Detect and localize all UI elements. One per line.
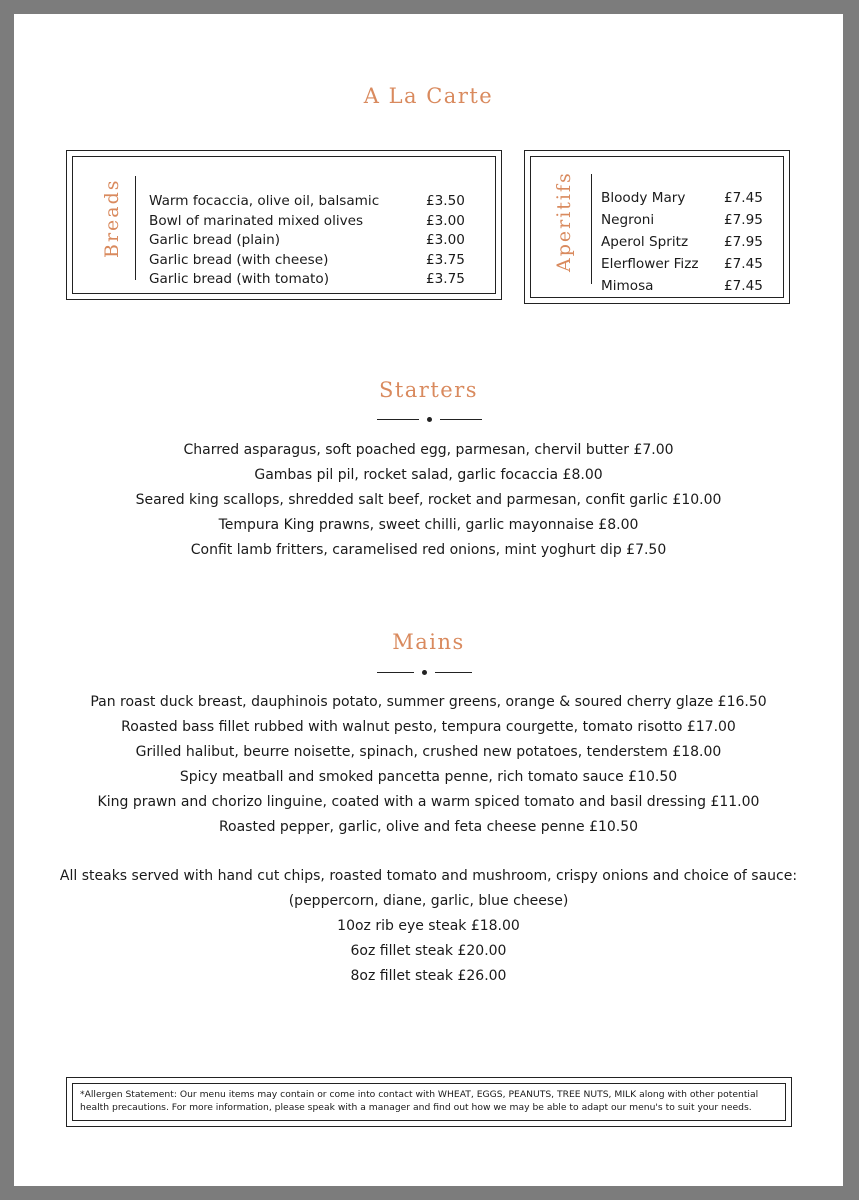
bread-item-name: Bowl of marinated mixed olives [149, 212, 364, 229]
bread-item-name: Garlic bread (with tomato) [149, 271, 329, 287]
starters-heading: Starters [378, 378, 479, 402]
aperitif-item-price: £7.95 [724, 234, 763, 250]
aperitif-item-name: Bloody Mary [601, 190, 686, 206]
starter-item: Tempura King prawns, sweet chilli, garlic mayonnaise £8.00 [218, 517, 639, 533]
divider-line-left [377, 419, 419, 420]
mains-list [14, 690, 843, 840]
aperitifs-box [524, 150, 790, 304]
mains-divider [377, 668, 472, 678]
aperitifs-label: Aperitifs [553, 171, 575, 272]
bread-item-price: £3.75 [426, 251, 465, 268]
starter-item: Confit lamb fritters, caramelised red onions, mint yoghurt dip £7.50 [190, 542, 667, 558]
breads-label: Breads [101, 178, 123, 258]
starter-item: Charred asparagus, soft poached egg, parmesan, chervil butter £7.00 [183, 442, 674, 458]
breads-divider-line [135, 176, 136, 280]
main-item: Spicy meatball and smoked pancetta penne, rich tomato sauce £10.50 [179, 769, 678, 785]
starter-item: Gambas pil pil, rocket salad, garlic focaccia £8.00 [254, 467, 603, 483]
breads-box [66, 150, 502, 300]
mains-heading: Mains [392, 630, 465, 654]
divider-line-right [435, 672, 472, 673]
aperitif-item-name: Elerflower Fizz [601, 256, 699, 272]
aperitif-item-price: £7.45 [724, 190, 763, 206]
main-item: King prawn and chorizo linguine, coated with a warm spiced tomato and basil dressing £11.00 [97, 794, 760, 810]
starter-item: Seared king scallops, shredded salt beef, rocket and parmesan, confit garlic £10.00 [135, 492, 722, 508]
bread-item-price: £3.00 [426, 212, 465, 229]
divider-line-left [377, 672, 414, 673]
menu-page [14, 14, 843, 1186]
allergen-statement [72, 1083, 758, 1114]
aperitifs-divider-line [591, 174, 592, 284]
steaks-sauces: (peppercorn, diane, garlic, blue cheese) [288, 893, 569, 909]
aperitif-item-name: Mimosa [601, 278, 654, 294]
aperitif-item-name: Negroni [601, 212, 655, 228]
divider-dot [422, 670, 427, 675]
steak-item: 8oz fillet steak £26.00 [350, 968, 507, 984]
steak-item: 10oz rib eye steak £18.00 [337, 918, 520, 934]
aperitif-item-name: Aperol Spritz [601, 234, 689, 250]
aperitif-item-price: £7.45 [724, 278, 763, 294]
bread-item-price: £3.75 [426, 271, 465, 287]
menu-title: A La Carte [363, 84, 494, 108]
aperitif-item-price: £7.95 [724, 212, 763, 228]
allergen-line: health precautions. For more information, please speak with a manager and find out how we may be able to adapt our menu's to suit your needs. [80, 1102, 752, 1113]
main-item: Roasted bass fillet rubbed with walnut pesto, tempura courgette, tomato risotto £17.00 [121, 719, 736, 735]
bread-item-price: £3.00 [426, 232, 465, 248]
divider-dot [427, 417, 432, 422]
allergen-line: *Allergen Statement: Our menu items may contain or come into contact with WHEAT, EGGS, PEANUTS, TREE NUTS, MILK along with other potential [80, 1089, 759, 1100]
bread-item-name: Garlic bread (with cheese) [149, 251, 329, 268]
main-item: Grilled halibut, beurre noisette, spinach, crushed new potatoes, tenderstem £18.00 [135, 744, 722, 760]
steaks-section [14, 864, 843, 989]
bread-item-name: Garlic bread (plain) [149, 232, 281, 248]
main-item: Pan roast duck breast, dauphinois potato, summer greens, orange & soured cherry glaze £16.50 [90, 694, 767, 710]
divider-line-right [440, 419, 482, 420]
allergen-box [66, 1077, 792, 1127]
aperitif-item-price: £7.45 [724, 256, 763, 272]
bread-item-name: Warm focaccia, olive oil, balsamic [149, 193, 380, 209]
starters-divider [377, 415, 482, 425]
starters-list [14, 438, 843, 563]
steak-item: 6oz fillet steak £20.00 [350, 943, 507, 959]
steaks-intro: All steaks served with hand cut chips, roasted tomato and mushroom, crispy onions and choice of sauce: [59, 868, 798, 884]
main-item: Roasted pepper, garlic, olive and feta cheese penne £10.50 [218, 819, 639, 835]
bread-item-price: £3.50 [426, 193, 465, 209]
